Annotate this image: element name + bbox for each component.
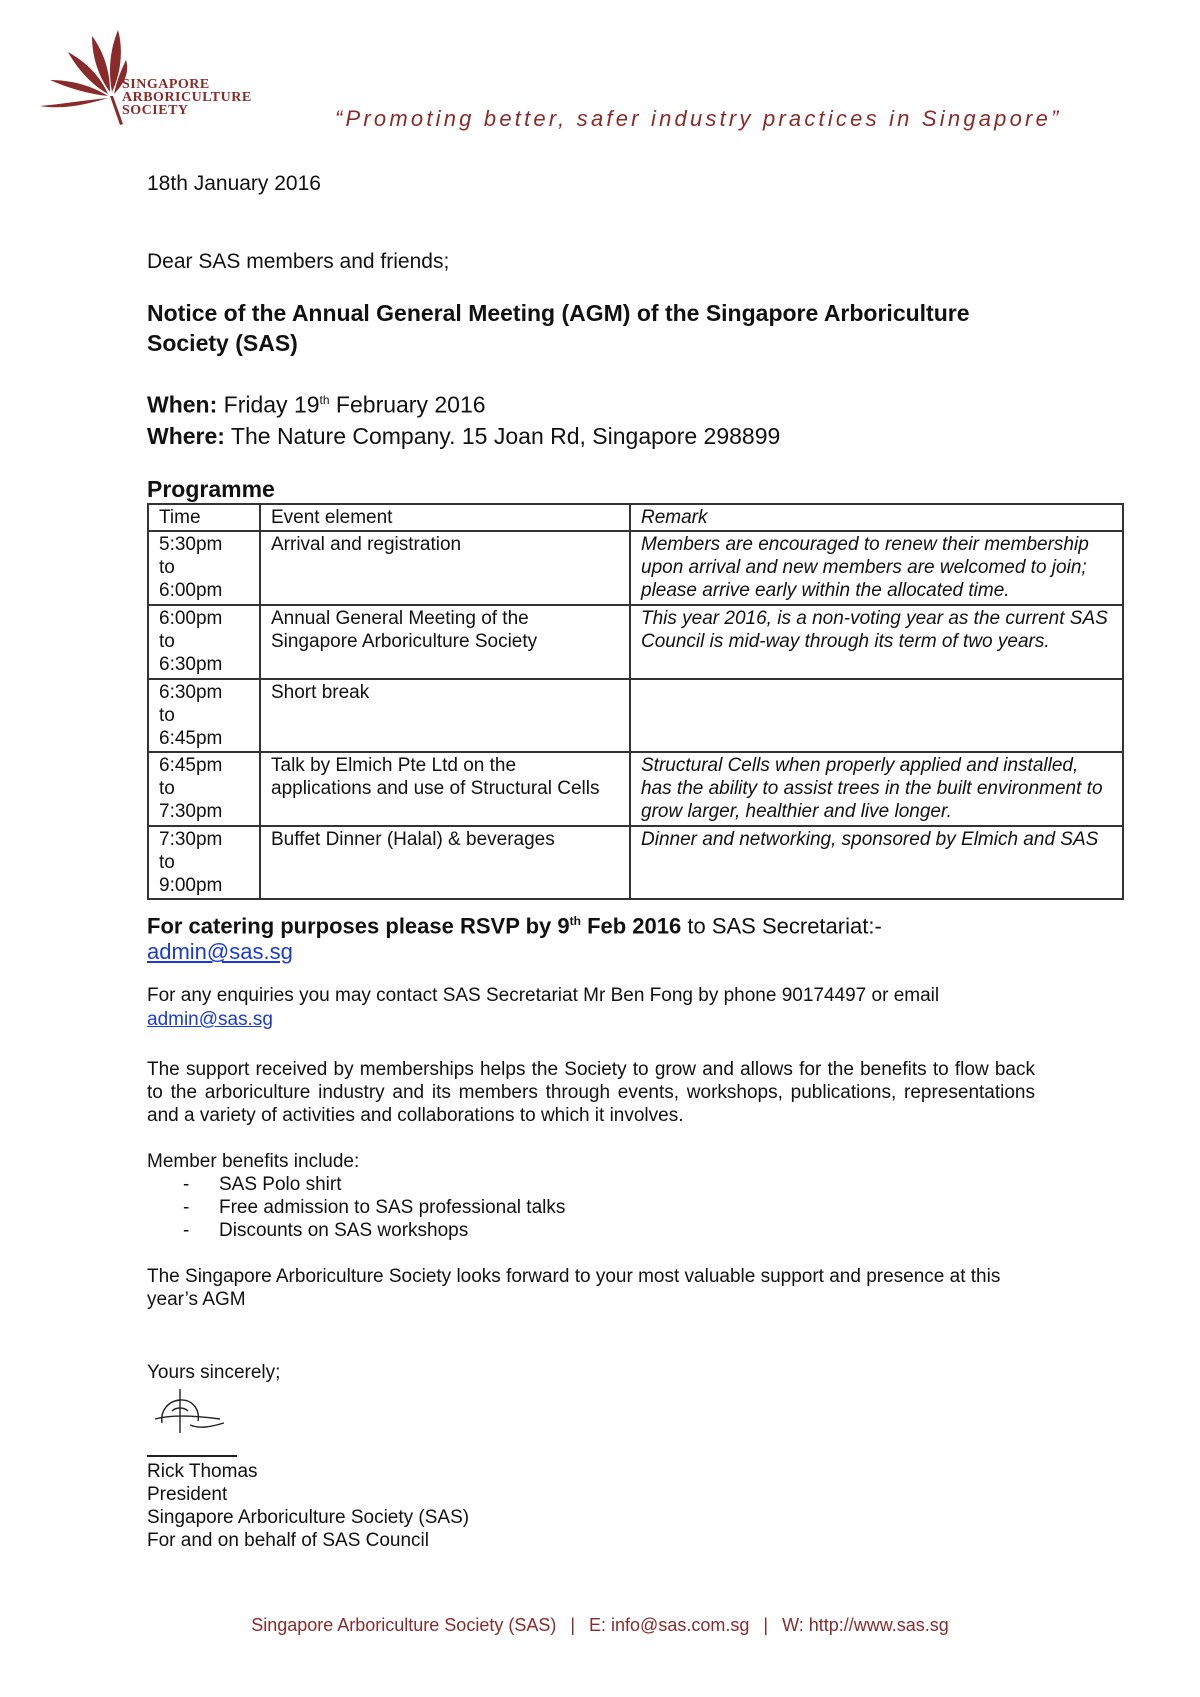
header-time: Time <box>148 504 260 531</box>
event-cell: Buffet Dinner (Halal) & beverages <box>260 826 630 899</box>
event-cell: Arrival and registration <box>260 531 630 605</box>
footer-email[interactable]: E: info@sas.com.sg <box>589 1615 750 1635</box>
remark-cell: Dinner and networking, sponsored by Elmich and SAS <box>630 826 1123 899</box>
when-value-pre: Friday 19 <box>217 391 320 418</box>
benefits-list <box>147 1173 1047 1242</box>
signer-org: Singapore Arboriculture Society (SAS) <box>147 1507 470 1528</box>
rsvp-sup: th <box>569 914 581 928</box>
programme-table <box>147 503 1124 900</box>
time-to: to <box>159 557 175 578</box>
remark-cell: Members are encouraged to renew their membership upon arrival and new members are welcomed to join; please arrive early within the allocated time. <box>630 531 1123 605</box>
where-value: The Nature Company. 15 Joan Rd, Singapore 298899 <box>224 422 781 449</box>
yours-sincerely: Yours sincerely; <box>147 1362 281 1383</box>
closing-paragraph: The Singapore Arboriculture Society looks forward to your most valuable support and presence at this year’s AGM <box>147 1266 1001 1310</box>
table-row <box>148 531 1123 605</box>
logo-text-line3: SOCIETY <box>122 103 189 118</box>
time-cell <box>148 826 260 899</box>
rsvp-text-date: Feb 2016 <box>580 913 682 939</box>
remark-cell: This year 2016, is a non-voting year as the current SAS Council is mid-way through its term of two years. <box>630 605 1123 679</box>
enquiry-text: For any enquiries you may contact SAS Secretariat Mr Ben Fong by phone 90174497 or email <box>147 985 940 1006</box>
enquiry-paragraph <box>147 984 1047 1032</box>
time-start: 6:00pm <box>159 608 223 629</box>
time-to: to <box>159 778 175 799</box>
time-start: 6:30pm <box>159 682 223 703</box>
list-item: - Free admission to SAS professional talks <box>183 1196 1047 1219</box>
remark-cell <box>630 679 1123 752</box>
time-cell <box>148 752 260 826</box>
table-row <box>148 679 1123 752</box>
enquiry-email-link[interactable]: admin@sas.sg <box>147 1009 273 1030</box>
time-end: 6:00pm <box>159 580 223 601</box>
time-cell <box>148 679 260 752</box>
when-label: When: <box>147 391 218 418</box>
time-to: to <box>159 705 175 726</box>
where-line <box>147 421 1047 452</box>
logo <box>40 30 270 125</box>
greeting: Dear SAS members and friends; <box>147 250 450 273</box>
letter-date: 18th January 2016 <box>147 172 321 195</box>
tagline: “Promoting better, safer industry practices in Singapore” <box>335 106 1062 131</box>
list-item: - SAS Polo shirt <box>183 1173 1047 1196</box>
time-start: 7:30pm <box>159 829 223 850</box>
signer-title: President <box>147 1484 228 1505</box>
signature-icon <box>150 1385 230 1440</box>
header-remark: Remark <box>630 504 1123 531</box>
logo-text-line1: SINGAPORE <box>122 77 210 92</box>
footer-separator: | <box>570 1615 576 1635</box>
signoff-block <box>147 1460 1047 1552</box>
when-value-sup: th <box>319 393 330 407</box>
time-end: 7:30pm <box>159 801 223 822</box>
time-end: 9:00pm <box>159 875 223 896</box>
notice-heading: Notice of the Annual General Meeting (AGM) of the Singapore Arboriculture Society (SAS) <box>147 300 970 356</box>
rsvp-text-plain: to SAS Secretariat:- <box>681 913 882 939</box>
time-start: 6:45pm <box>159 755 223 776</box>
support-paragraph: The support received by memberships helps the Society to grow and allows for the benefits to flow back to the arboriculture industry and its members through events, workshops, publications, representations and a variety of activities and collaborations to which it involves. <box>147 1059 1035 1126</box>
where-label: Where: <box>147 422 225 449</box>
list-item: - Discounts on SAS workshops <box>183 1219 1047 1242</box>
time-cell <box>148 605 260 679</box>
programme-title: Programme <box>147 476 275 502</box>
footer-separator: | <box>763 1615 769 1635</box>
when-value-post: February 2016 <box>329 391 486 418</box>
benefits-intro: Member benefits include: <box>147 1151 360 1172</box>
table-header-row <box>148 504 1123 531</box>
rsvp-text-pre: For catering purposes please RSVP by 9 <box>147 913 570 939</box>
footer-org: Singapore Arboriculture Society (SAS) <box>251 1615 557 1635</box>
time-to: to <box>159 852 175 873</box>
event-details <box>147 385 1047 452</box>
footer-web[interactable]: W: http://www.sas.sg <box>782 1615 949 1635</box>
header-event: Event element <box>260 504 630 531</box>
footer <box>0 1615 1200 1636</box>
signature-line <box>147 1455 237 1457</box>
remark-cell: Structural Cells when properly applied and installed, has the ability to assist trees in the built environment to grow larger, healthier and live longer. <box>630 752 1123 826</box>
rsvp-email-link[interactable]: admin@sas.sg <box>147 939 293 965</box>
table-row <box>148 605 1123 679</box>
event-cell: Annual General Meeting of the Singapore Arboriculture Society <box>260 605 630 679</box>
when-line <box>147 385 1047 421</box>
event-cell: Short break <box>260 679 630 752</box>
signer-name: Rick Thomas <box>147 1461 258 1482</box>
time-end: 6:30pm <box>159 654 223 675</box>
benefits-section <box>147 1150 1047 1242</box>
logo-text-line2: ARBORICULTURE <box>122 90 252 105</box>
rsvp-notice <box>147 908 1047 965</box>
table-row <box>148 752 1123 826</box>
signer-behalf: For and on behalf of SAS Council <box>147 1530 430 1551</box>
time-start: 5:30pm <box>159 534 223 555</box>
time-cell <box>148 531 260 605</box>
table-row <box>148 826 1123 899</box>
event-cell: Talk by Elmich Pte Ltd on the applications and use of Structural Cells <box>260 752 630 826</box>
time-to: to <box>159 631 175 652</box>
time-end: 6:45pm <box>159 728 223 749</box>
